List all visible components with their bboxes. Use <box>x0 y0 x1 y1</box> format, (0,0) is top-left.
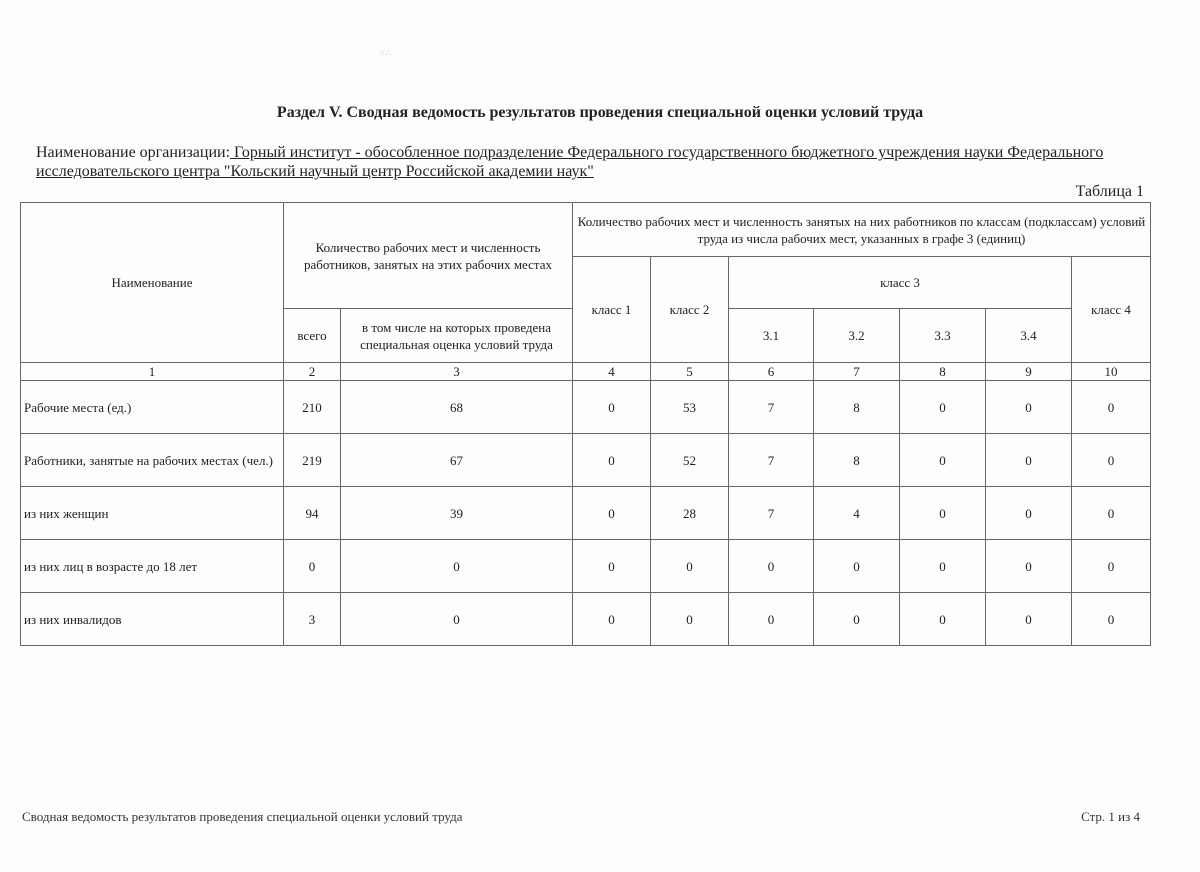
table-row <box>21 434 1151 487</box>
row-value: 7 <box>729 487 814 540</box>
row-value: 0 <box>1072 540 1151 593</box>
row-value: 0 <box>1072 593 1151 646</box>
row-value: 0 <box>986 487 1072 540</box>
row-value: 0 <box>1072 487 1151 540</box>
header-sub-3-4: 3.4 <box>986 309 1072 363</box>
row-label: Работники, занятые на рабочих местах (чел.) <box>21 434 284 487</box>
row-value: 8 <box>814 434 900 487</box>
row-value: 0 <box>986 434 1072 487</box>
header-class4: класс 4 <box>1072 257 1151 363</box>
row-value: 0 <box>573 487 651 540</box>
organization <box>36 143 1156 181</box>
row-value: 0 <box>986 540 1072 593</box>
row-label: Рабочие места (ед.) <box>21 381 284 434</box>
summary-table <box>20 202 1151 646</box>
col-number: 10 <box>1072 363 1151 381</box>
row-value: 0 <box>900 593 986 646</box>
footer-title: Сводная ведомость результатов проведения специальной оценки условий труда <box>22 809 463 824</box>
row-value: 4 <box>814 487 900 540</box>
row-value: 7 <box>729 434 814 487</box>
header-class2: класс 2 <box>651 257 729 363</box>
row-value: 39 <box>341 487 573 540</box>
row-value: 0 <box>986 593 1072 646</box>
col-number: 3 <box>341 363 573 381</box>
row-value: 0 <box>900 434 986 487</box>
row-value: 67 <box>341 434 573 487</box>
row-value: 0 <box>284 540 341 593</box>
col-number: 9 <box>986 363 1072 381</box>
org-label: Наименование организации: <box>36 144 231 161</box>
header-total: всего <box>284 309 341 363</box>
row-label: из них женщин <box>21 487 284 540</box>
org-name: Горный институт - обособленное подразделение Федерального государственного бюджетного учреждения науки Федерального исследовательского центра "Кольский научный центр Российской академии наук" <box>36 144 1104 180</box>
col-number: 5 <box>651 363 729 381</box>
table-label: Таблица 1 <box>1075 183 1144 200</box>
header-class3: класс 3 <box>729 257 1072 309</box>
row-value: 0 <box>341 540 573 593</box>
row-value: 0 <box>729 540 814 593</box>
row-value: 0 <box>573 434 651 487</box>
row-value: 0 <box>573 381 651 434</box>
row-value: 94 <box>284 487 341 540</box>
row-value: 0 <box>1072 381 1151 434</box>
row-value: 210 <box>284 381 341 434</box>
header-sub-3-3: 3.3 <box>900 309 986 363</box>
row-value: 3 <box>284 593 341 646</box>
row-value: 7 <box>729 381 814 434</box>
row-value: 0 <box>814 540 900 593</box>
row-value: 0 <box>986 381 1072 434</box>
table-row <box>21 540 1151 593</box>
row-value: 0 <box>341 593 573 646</box>
row-value: 28 <box>651 487 729 540</box>
row-value: 0 <box>651 593 729 646</box>
col-number: 7 <box>814 363 900 381</box>
col-number: 4 <box>573 363 651 381</box>
row-value: 52 <box>651 434 729 487</box>
row-value: 53 <box>651 381 729 434</box>
row-value: 0 <box>651 540 729 593</box>
row-value: 0 <box>900 381 986 434</box>
header-classes: Количество рабочих мест и численность занятых на них работников по классам (подклассам) условий труда из числа рабочих мест, указанных в графе 3 (единиц) <box>573 203 1151 257</box>
row-value: 8 <box>814 381 900 434</box>
row-value: 0 <box>900 487 986 540</box>
table-row <box>21 381 1151 434</box>
row-value: 0 <box>573 540 651 593</box>
col-number: 2 <box>284 363 341 381</box>
row-value: 68 <box>341 381 573 434</box>
row-value: 0 <box>1072 434 1151 487</box>
col-number: 6 <box>729 363 814 381</box>
page-number: Стр. 1 из 4 <box>1081 809 1140 824</box>
row-value: 219 <box>284 434 341 487</box>
table-row <box>21 593 1151 646</box>
header-class1: класс 1 <box>573 257 651 363</box>
row-label: из них инвалидов <box>21 593 284 646</box>
row-value: 0 <box>814 593 900 646</box>
scan-stamp-mark: ⁘∴ <box>378 48 392 58</box>
column-numbers-row <box>21 363 1151 381</box>
header-sub-3-1: 3.1 <box>729 309 814 363</box>
table-row <box>21 487 1151 540</box>
header-sub-3-2: 3.2 <box>814 309 900 363</box>
row-value: 0 <box>729 593 814 646</box>
col-number: 1 <box>21 363 284 381</box>
header-count: Количество рабочих мест и численность работников, занятых на этих рабочих местах <box>284 203 573 309</box>
page-title: Раздел V. Сводная ведомость результатов проведения специальной оценки условий труда <box>276 104 924 121</box>
row-value: 0 <box>900 540 986 593</box>
row-value: 0 <box>573 593 651 646</box>
col-number: 8 <box>900 363 986 381</box>
header-name: Наименование <box>21 203 284 363</box>
row-label: из них лиц в возрасте до 18 лет <box>21 540 284 593</box>
header-assessed: в том числе на которых проведена специальная оценка условий труда <box>341 309 573 363</box>
